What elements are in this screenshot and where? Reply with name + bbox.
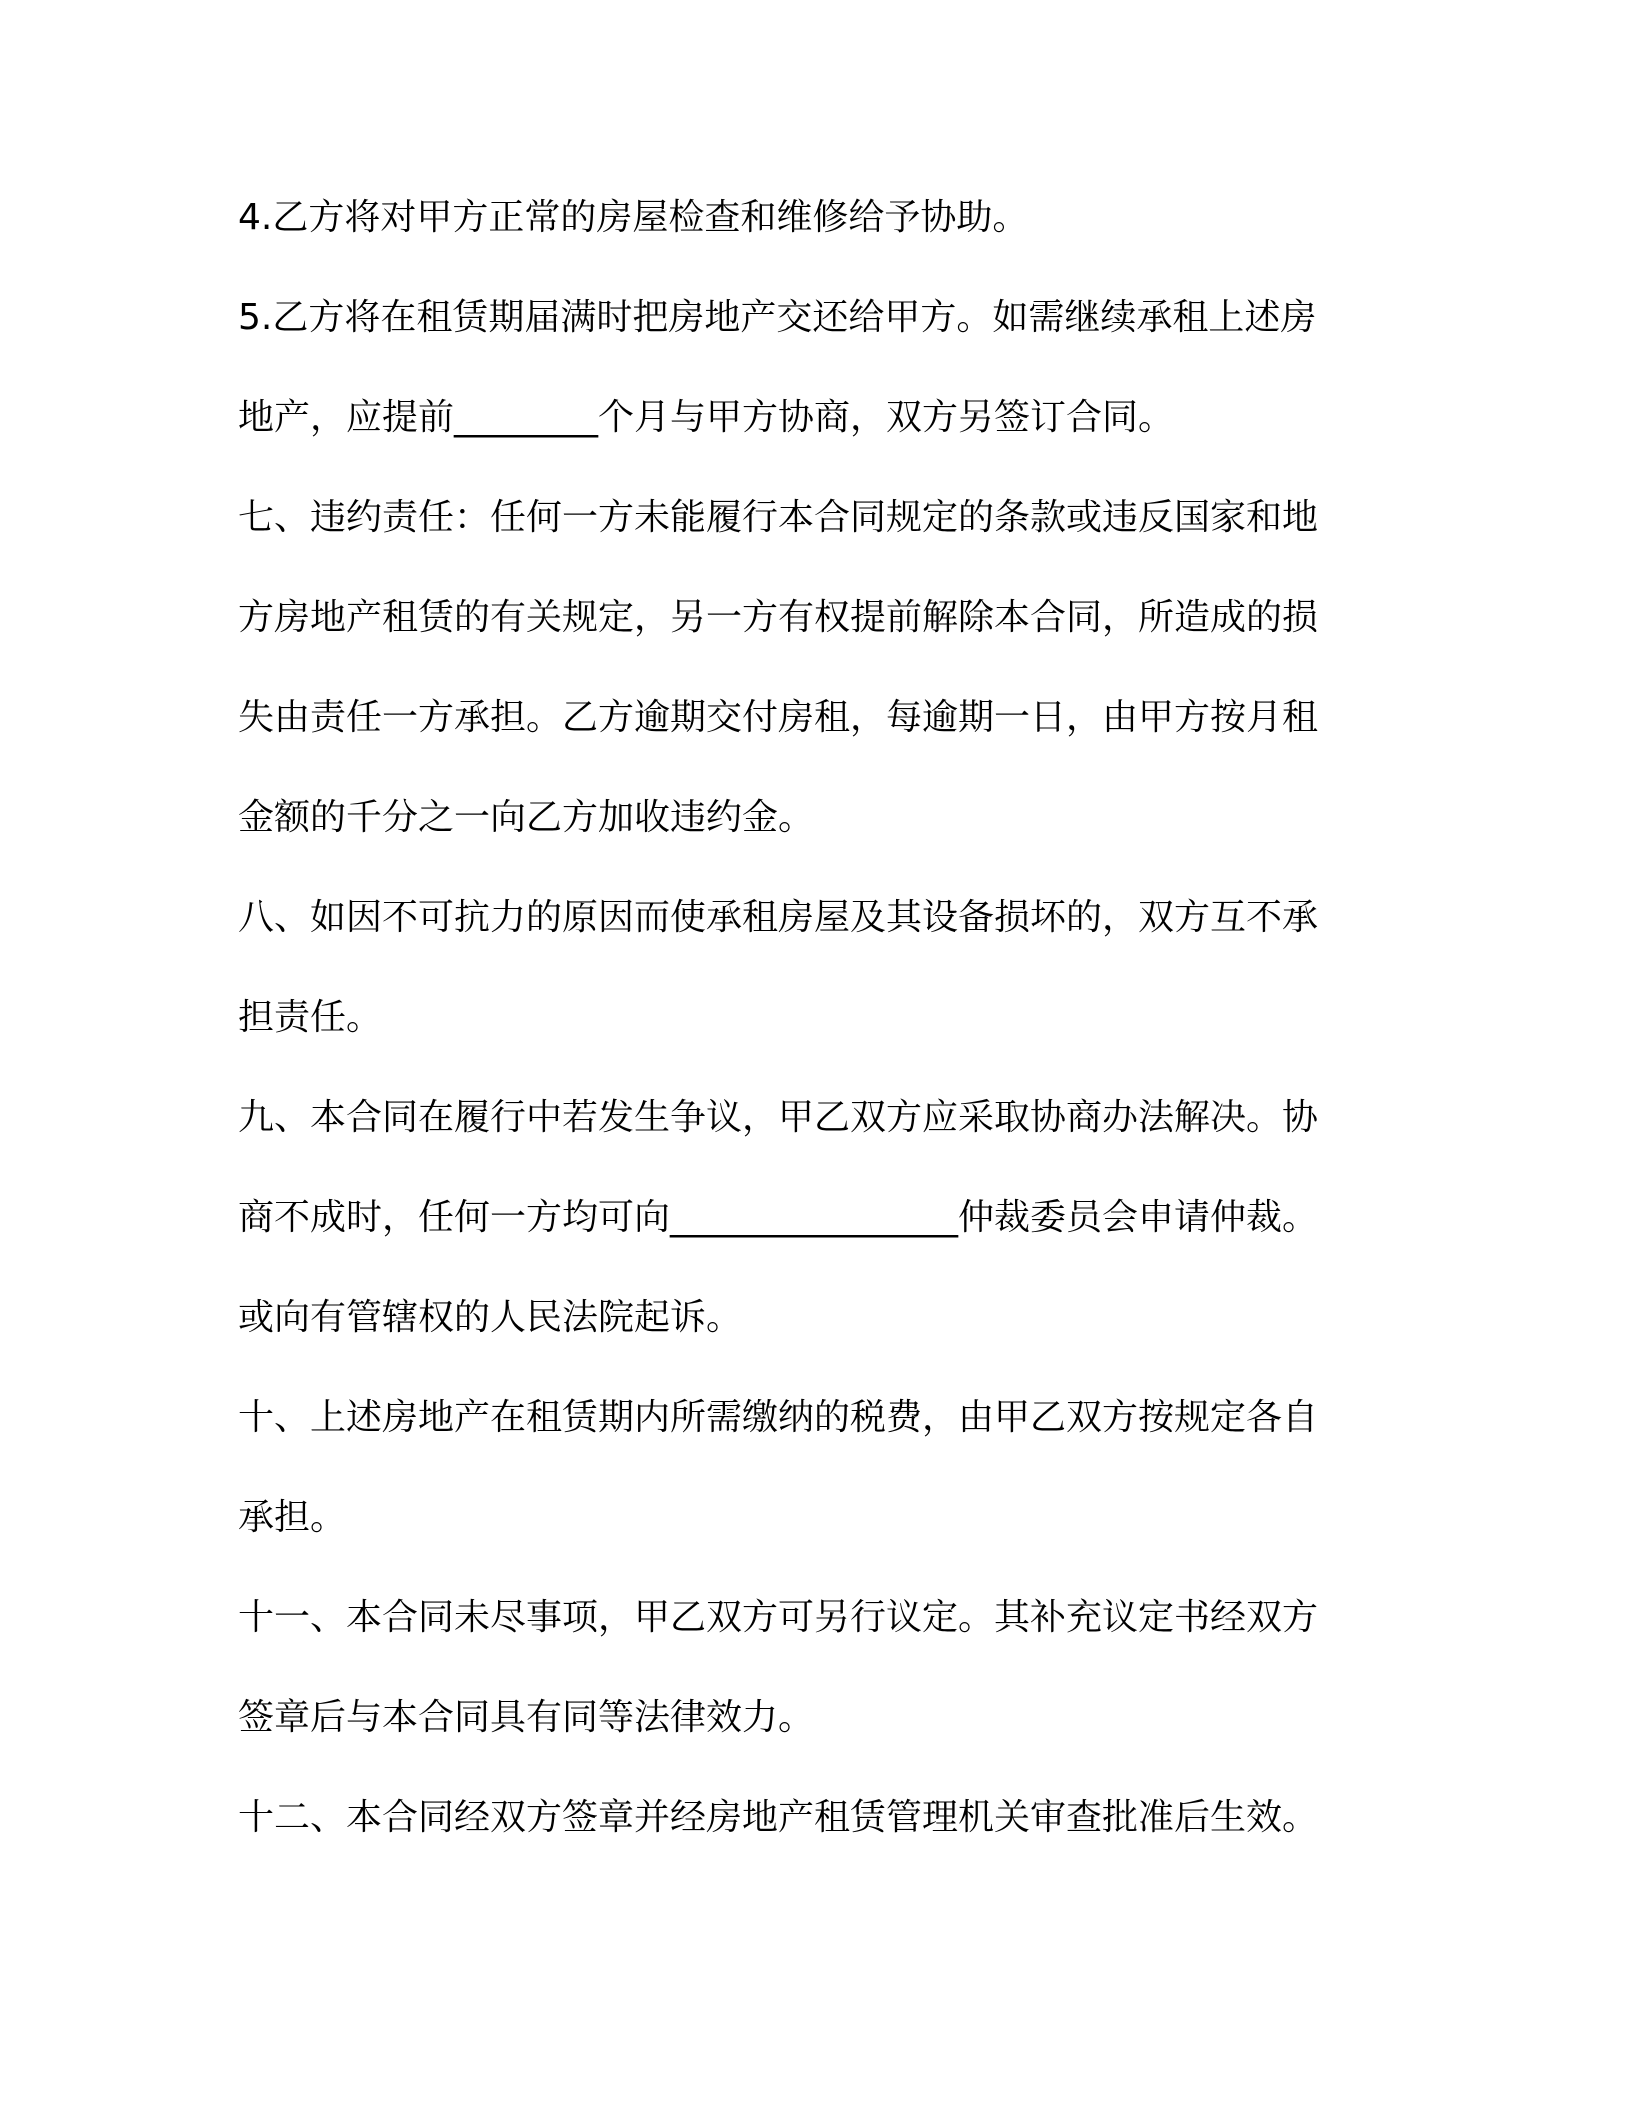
text-line: 九、本合同在履行中若发生争议，甲乙双方应采取协商办法解决。协 — [238, 1097, 1319, 1138]
text-line: 金额的千分之一向乙方加收违约金。 — [238, 797, 815, 838]
text-line: 地产，应提前________个月与甲方协商，双方另签订合同。 — [238, 397, 1175, 438]
text-line: 失由责任一方承担。乙方逾期交付房租，每逾期一日，由甲方按月租 — [238, 697, 1319, 738]
text-line: 5.乙方将在租赁期届满时把房地产交还给甲方。如需继续承租上述房 — [238, 297, 1317, 338]
text-line: 方房地产租赁的有关规定，另一方有权提前解除本合同，所造成的损 — [238, 597, 1319, 638]
text-line: 七、违约责任：任何一方未能履行本合同规定的条款或违反国家和地 — [238, 497, 1319, 538]
text-line: 担责任。 — [238, 997, 383, 1038]
text-line: 十二、本合同经双方签章并经房地产租赁管理机关审查批准后生效。 — [238, 1797, 1319, 1838]
text-line: 十、上述房地产在租赁期内所需缴纳的税费，由甲乙双方按规定各自 — [238, 1397, 1319, 1438]
text-line: 十一、本合同未尽事项，甲乙双方可另行议定。其补充议定书经双方 — [238, 1597, 1319, 1638]
text-line: 或向有管辖权的人民法院起诉。 — [238, 1297, 743, 1338]
text-line: 商不成时，任何一方均可向________________仲裁委员会申请仲裁。 — [238, 1197, 1319, 1238]
text-line: 签章后与本合同具有同等法律效力。 — [238, 1697, 815, 1738]
text-line: 4.乙方将对甲方正常的房屋检查和维修给予协助。 — [238, 197, 1029, 238]
text-line: 承担。 — [238, 1497, 347, 1538]
text-line: 八、如因不可抗力的原因而使承租房屋及其设备损坏的，双方互不承 — [238, 897, 1319, 938]
